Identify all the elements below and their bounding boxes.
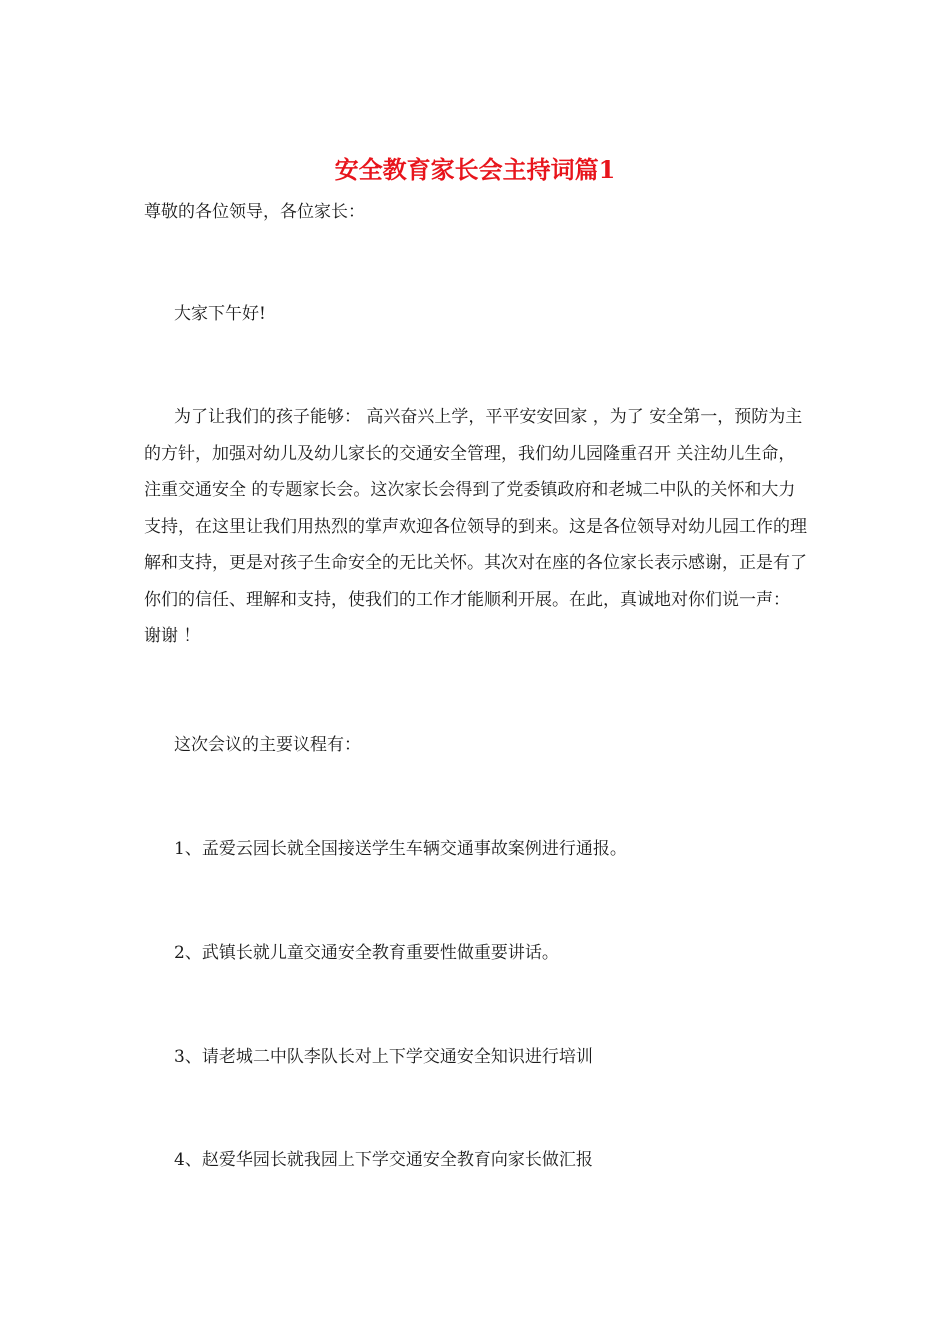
agenda-item: 4、赵爱华园长就我园上下学交通安全教育向家长做汇报: [174, 1150, 593, 1170]
agenda-intro: 这次会议的主要议程有：: [174, 735, 361, 755]
main-paragraph: 为了让我们的孩子能够： 高兴奋兴上学，平平安安回家 ，为了 安全第一，预防为主 的方针，加强对幼儿及幼儿家长的交通安全管理，我们幼儿园隆重召开 关注幼儿生命，注重交通安全 的专题家长会。这次家长会得到了党委镇政府和老城二中队的关怀和大力支持，在这里让我们用热烈的掌声欢迎各位领导的到来。这是各位领导对幼儿园工作的理解和支持，更是对孩子生命安全的无比关怀。其次对在座的各位家长表示感谢，正是有了你们的信任、理解和支持，使我们的工作才能顺利开展。在此，真诚地对你们说一声： 谢谢 ！: [144, 407, 807, 646]
salutation: 尊敬的各位领导，各位家长：: [144, 202, 365, 222]
agenda-item: 2、武镇长就儿童交通安全教育重要性做重要讲话。: [174, 943, 559, 963]
greeting: 大家下午好!: [174, 304, 266, 324]
document-title: 安全教育家长会主持词篇1: [334, 155, 616, 184]
agenda-item: 1、孟爱云园长就全国接送学生车辆交通事故案例进行通报。: [174, 839, 627, 859]
agenda-item: 3、请老城二中队李队长对上下学交通安全知识进行培训: [174, 1047, 593, 1067]
